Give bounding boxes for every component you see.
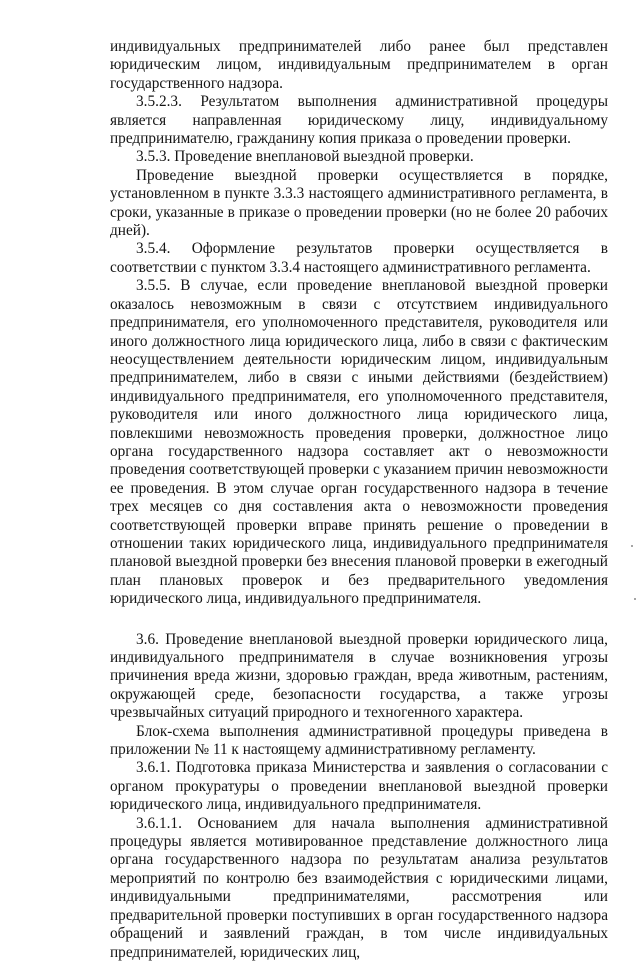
scan-speck bbox=[634, 598, 636, 600]
paragraph-field-inspection: Проведение выездной проверки осуществляется в порядке, установленном в пункте 3.3.3 настоящего административного регламента, в сроки, указанные в приказе о проведении проверки (но не более 20 рабочих дней). bbox=[110, 166, 608, 240]
paragraph-3-5-2-3: 3.5.2.3. Результатом выполнения административной процедуры является направленная юридическому лицу, индивидуальному предпринимателю, гражданину копия приказа о проведении проверки. bbox=[110, 93, 608, 148]
paragraph-continuation: индивидуальных предпринимателей либо ранее был представлен юридическим лицом, индивидуальным предпринимателем в орган государственного надзора. bbox=[110, 38, 608, 92]
section-spacer bbox=[110, 609, 608, 631]
paragraph-3-5-5: 3.5.5. В случае, если проведение внеплановой выездной проверки оказалось невозможным в связи с отсутствием индивидуального предпринимателя, его уполномоченного представителя, руководителя или иного должностного лица юридического лица, либо в связи с фактическим неосуществлением деятельности юридическим лицом, индивидуальным предпринимателем, либо в связи с иными действиями (бездействием) индивидуального предпринимателя, его уполномоченного представителя, руководителя или иного должностного лица юридического лица, повлекшими невозможность проведения проверки, должностное лицо органа государственного надзора составляет акт о невозможности проведения соответствующей проверки с указанием причин невозможности ее проведения. В этом случае орган государственного надзора в течение трех месяцев со дня составления акта о невозможности проведения соответствующей проверки вправе принять решение о проведении в отношении таких юридического лица, индивидуального предпринимателя плановой выездной проверки без внесения плановой проверки в ежегодный план плановых проверок и без предварительного уведомления юридического лица, индивидуального предпринимателя. bbox=[110, 277, 608, 608]
paragraph-3-6: 3.6. Проведение внеплановой выездной проверки юридического лица, индивидуального предпринимателя в случае возникновения угрозы причинения вреда жизни, здоровью граждан, вреда животным, растениям, окружающей среде, безопасности государства, а также угрозы чрезвычайных ситуаций природного и техногенного характера. bbox=[110, 630, 608, 722]
paragraph-3-6-1: 3.6.1. Подготовка приказа Министерства и заявления о согласовании с органом прокуратуры о проведении внеплановой выездной проверки юридического лица, индивидуального предпринимателя. bbox=[110, 759, 608, 814]
paragraph-3-5-4: 3.5.4. Оформление результатов проверки осуществляется в соответствии с пунктом 3.3.4 настоящего административного регламента. bbox=[110, 240, 608, 276]
paragraph-3-6-1-1: 3.6.1.1. Основанием для начала выполнения административной процедуры является мотивированное представление должностного лица органа государственного надзора по результатам анализа результатов мероприятий по контролю без взаимодействия с юридическими лицами, индивидуальными предпринимателями, рассмотрения или предварительной проверки поступивших в орган государственного надзора обращений и заявлений граждан, в том числе индивидуальных предпринимателей, юридических лиц, bbox=[110, 814, 608, 961]
paragraph-3-5-3: 3.5.3. Проведение внеплановой выездной проверки. bbox=[136, 148, 474, 166]
scan-speck bbox=[631, 545, 633, 547]
paragraph-block-diagram: Блок-схема выполнения административной процедуры приведена в приложении № 11 к настоящему административному регламенту. bbox=[110, 722, 608, 759]
